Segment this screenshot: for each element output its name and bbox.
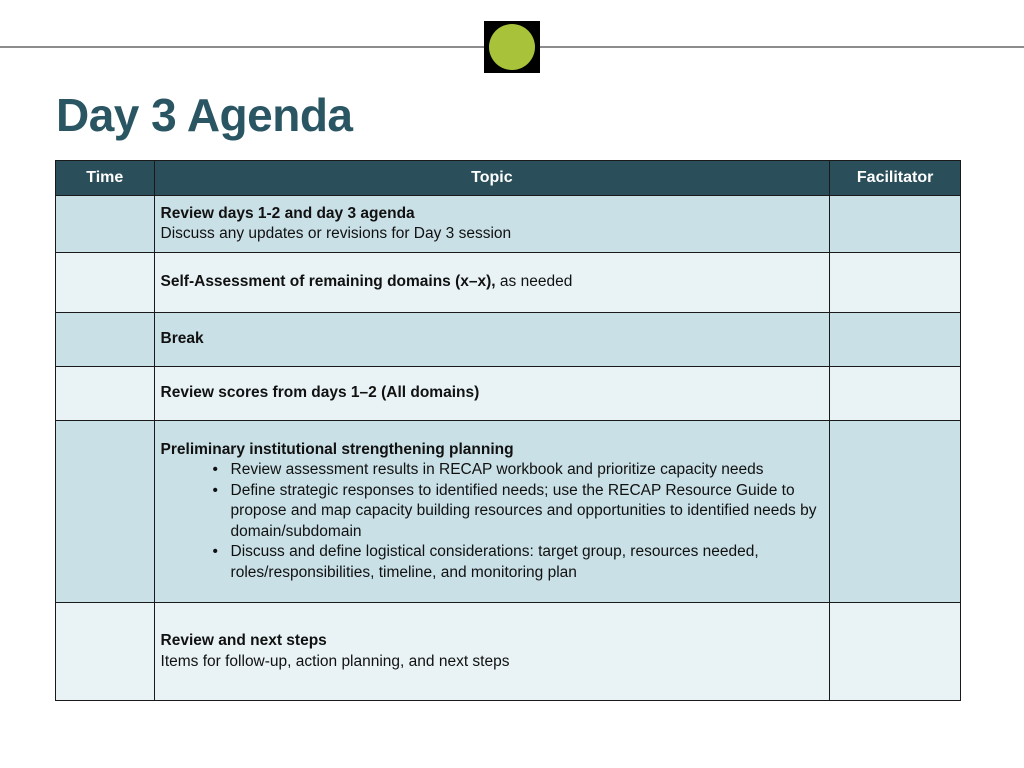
topic-cell — [154, 603, 830, 701]
topic-cell — [154, 421, 830, 603]
list-item — [212, 542, 824, 583]
time-cell — [56, 253, 155, 313]
facilitator-cell — [830, 367, 961, 421]
agenda-table — [55, 160, 961, 701]
table-row — [56, 367, 961, 421]
topic-title: Review scores from days 1–2 (All domains) — [160, 384, 480, 402]
header-topic: Topic — [154, 161, 830, 196]
list-item — [212, 481, 824, 543]
facilitator-cell — [830, 421, 961, 603]
list-item-text: Review assessment results in RECAP workbook and prioritize capacity needs — [230, 461, 764, 479]
bullet-icon: • — [212, 543, 218, 561]
facilitator-cell — [830, 253, 961, 313]
topic-title: Preliminary institutional strengthening planning — [160, 440, 514, 458]
topic-title: Break — [160, 330, 204, 348]
topic-title: Review and next steps — [160, 632, 327, 649]
table-row — [56, 313, 961, 367]
header-facilitator: Facilitator — [830, 161, 961, 196]
time-cell — [56, 196, 155, 253]
list-item-text: Discuss and define logistical considerations: target group, resources needed, roles/responsibilities, timeline, and monitoring plan — [230, 543, 759, 581]
table-row — [56, 253, 961, 313]
page-title: Day 3 Agenda — [56, 89, 353, 141]
list-item-text: Define strategic responses to identified needs; use the RECAP Resource Guide to propose and map capacity building resources and opportunities to identified needs by domain/subdomain — [230, 481, 817, 540]
table-header-row — [56, 161, 961, 196]
topic-cell — [154, 196, 830, 253]
topic-detail: Discuss any updates or revisions for Day 3 session — [160, 225, 512, 242]
table-row — [56, 196, 961, 253]
list-item — [212, 460, 824, 481]
header-time: Time — [56, 161, 155, 196]
topic-title: Self-Assessment of remaining domains (x–x), — [160, 273, 496, 291]
table-row — [56, 421, 961, 603]
logo — [484, 21, 540, 73]
bullet-icon: • — [212, 461, 218, 479]
bullet-list — [161, 460, 824, 583]
green-circle-logo-icon — [489, 24, 535, 70]
time-cell — [56, 603, 155, 701]
facilitator-cell — [830, 603, 961, 701]
topic-cell — [154, 367, 830, 421]
table-row — [56, 603, 961, 701]
facilitator-cell — [830, 196, 961, 253]
facilitator-cell — [830, 313, 961, 367]
time-cell — [56, 421, 155, 603]
topic-cell — [154, 253, 830, 313]
topic-cell — [154, 313, 830, 367]
time-cell — [56, 313, 155, 367]
topic-detail: Items for follow-up, action planning, and next steps — [160, 652, 510, 670]
time-cell — [56, 367, 155, 421]
bullet-icon: • — [212, 481, 218, 499]
topic-suffix: as needed — [495, 273, 573, 291]
topic-title: Review days 1-2 and day 3 agenda — [160, 204, 415, 222]
